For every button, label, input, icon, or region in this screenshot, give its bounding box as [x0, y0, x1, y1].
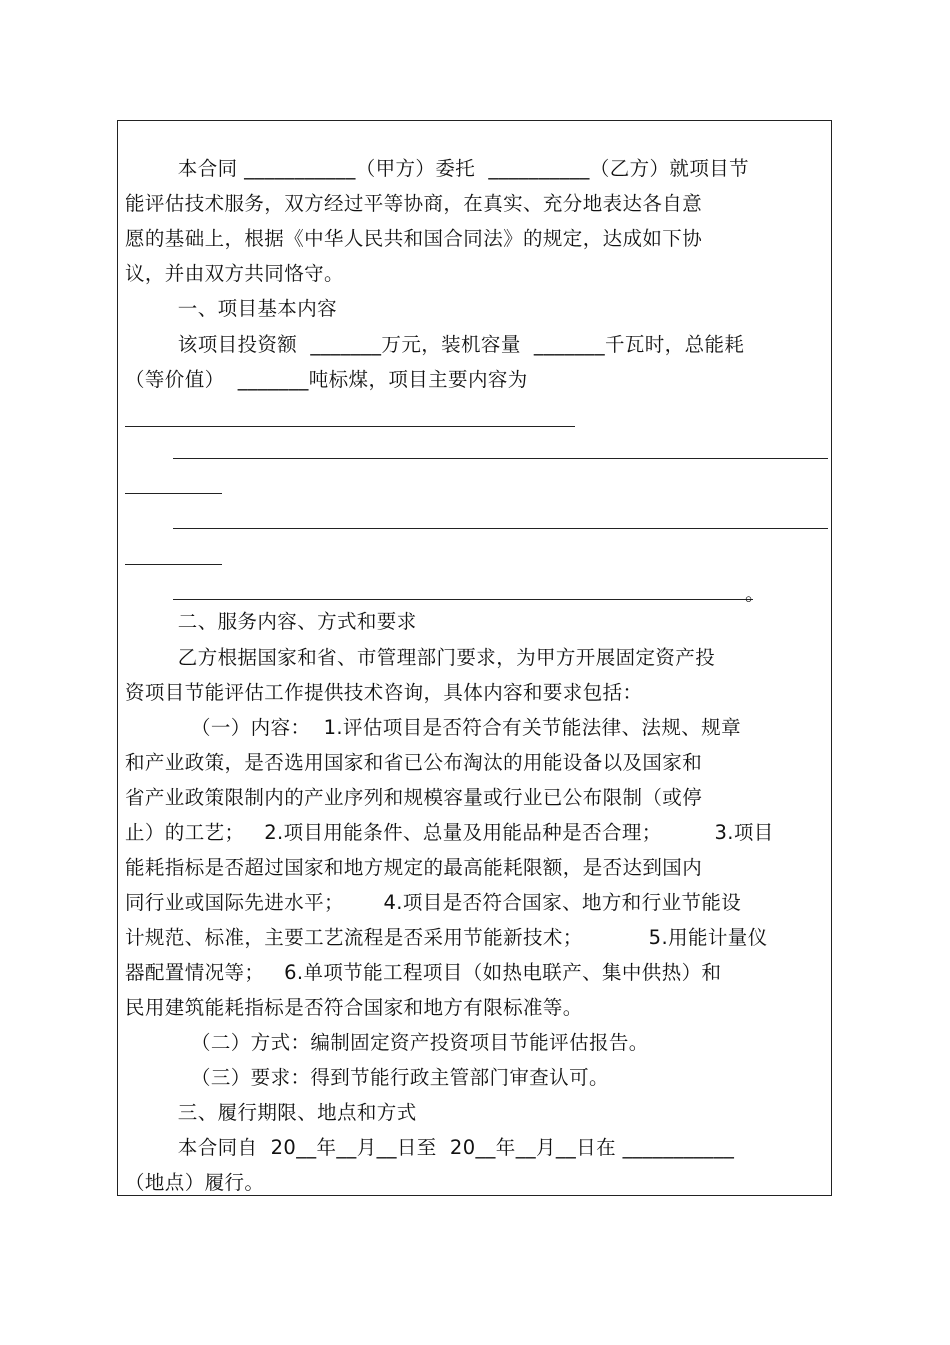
section2-line-4: 和产业政策，是否选用国家和省已公布淘汰的用能设备以及国家和 — [125, 751, 703, 774]
blank-end-mark: 。 — [745, 582, 765, 605]
section2-line-12: （二）方式：编制固定资产投资项目节能评估报告。 — [125, 1031, 649, 1054]
section3-heading: 三、履行期限、地点和方式 — [125, 1101, 417, 1124]
blank-line-3 — [125, 493, 222, 494]
section1-line-2: （等价值） _______吨标煤，项目主要内容为 — [125, 368, 528, 391]
section2-line-6: 止）的工艺； 2.项目用能条件、总量及用能品种是否合理； 3.项目 — [125, 821, 774, 844]
section2-line-5: 省产业政策限制内的产业序列和规模容量或行业已公布限制（或停 — [125, 786, 703, 809]
blank-line-6 — [173, 599, 753, 600]
section2-line-2: 资项目节能评估工作提供技术咨询，具体内容和要求包括： — [125, 681, 643, 704]
section2-line-9: 计规范、标准，主要工艺流程是否采用节能新技术； 5.用能计量仪 — [125, 926, 768, 949]
section2-line-3: （一）内容： 1.评估项目是否符合有关节能法律、法规、规章 — [125, 716, 741, 739]
blank-line-1 — [125, 426, 575, 427]
intro-line-2: 能评估技术服务，双方经过平等协商，在真实、充分地表达各自意 — [125, 192, 703, 215]
intro-line-1: 本合同 ___________（甲方）委托 __________（乙方）就项目节 — [125, 157, 750, 180]
section1-line-1: 该项目投资额 _______万元，装机容量 _______千瓦时，总能耗 — [125, 333, 745, 356]
section2-line-7: 能耗指标是否超过国家和地方规定的最高能耗限额，是否达到国内 — [125, 856, 703, 879]
section2-line-10: 器配置情况等； 6.单项节能工程项目（如热电联产、集中供热）和 — [125, 961, 722, 984]
section2-line-8: 同行业或国际先进水平； 4.项目是否符合国家、地方和行业节能设 — [125, 891, 742, 914]
blank-line-5 — [125, 564, 222, 565]
section1-heading: 一、项目基本内容 — [125, 297, 337, 320]
section2-line-13: （三）要求：得到节能行政主管部门审查认可。 — [125, 1066, 609, 1089]
section3-line-1: 本合同自 20__年__月__日至 20__年__月__日在 ___________ — [125, 1136, 735, 1159]
blank-line-2 — [173, 458, 828, 459]
intro-line-3: 愿的基础上，根据《中华人民共和国合同法》的规定，达成如下协 — [125, 227, 703, 250]
section3-line-2: （地点）履行。 — [125, 1171, 265, 1194]
section2-line-11: 民用建筑能耗指标是否符合国家和地方有限标准等。 — [125, 996, 583, 1019]
blank-line-4 — [173, 528, 828, 529]
section2-line-1: 乙方根据国家和省、市管理部门要求，为甲方开展固定资产投 — [125, 646, 716, 669]
section2-heading: 二、服务内容、方式和要求 — [125, 610, 417, 633]
intro-line-4: 议，并由双方共同恪守。 — [125, 262, 344, 285]
